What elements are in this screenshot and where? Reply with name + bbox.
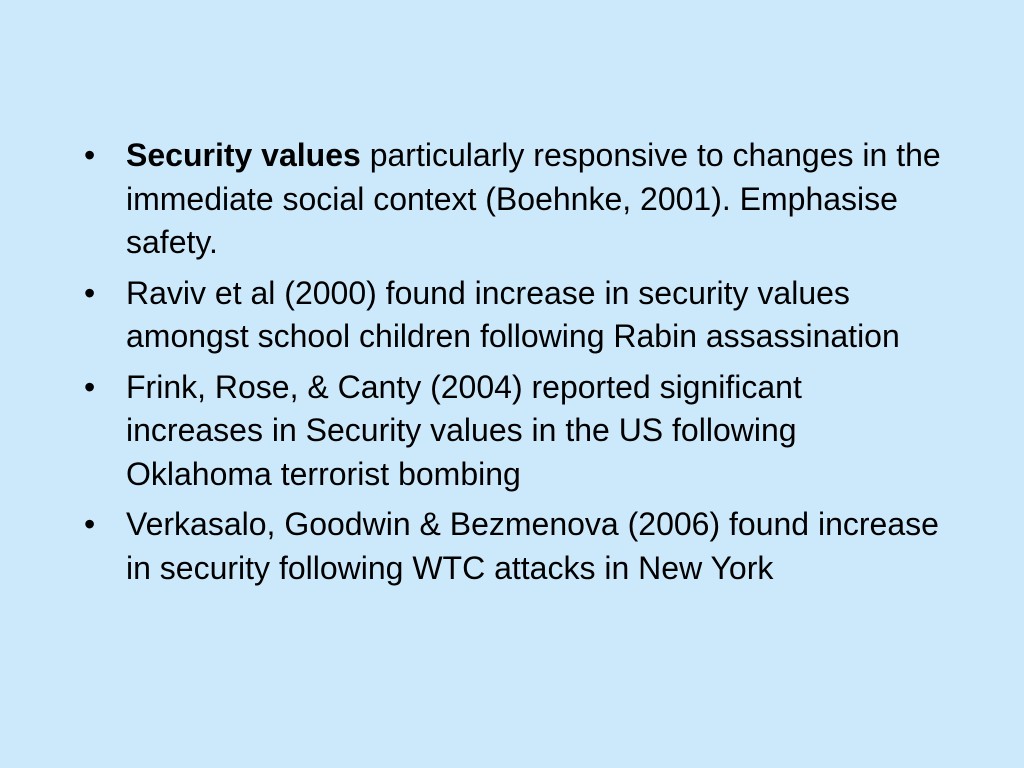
bullet-text: Raviv et al (2000) found increase in security values amongst school children following Rabin assassination [126,274,900,354]
bullet-item-raviv [82,272,942,359]
bullet-dot-icon: • [84,506,96,542]
bullet-item-verkasalo [82,503,942,590]
bullet-dot-icon: • [84,274,96,311]
bullet-text: particularly responsive to changes in the immediate social context (Boehnke, 2001). Emphasise safety. [126,137,941,260]
bullet-bold-lead: Security values [126,137,361,173]
bullet-item-security-values [82,134,942,265]
bullet-item-frink [82,366,942,497]
bullet-text: Verkasalo, Goodwin & Bezmenova (2006) found increase in security following WTC attacks in New York [126,506,939,586]
bullet-dot-icon: • [84,368,96,405]
bullet-list [82,134,942,597]
bullet-dot-icon: • [84,137,96,173]
bullet-text: Frink, Rose, & Canty (2004) reported significant increases in Security values in the US following Oklahoma terrorist bombing [126,368,802,492]
